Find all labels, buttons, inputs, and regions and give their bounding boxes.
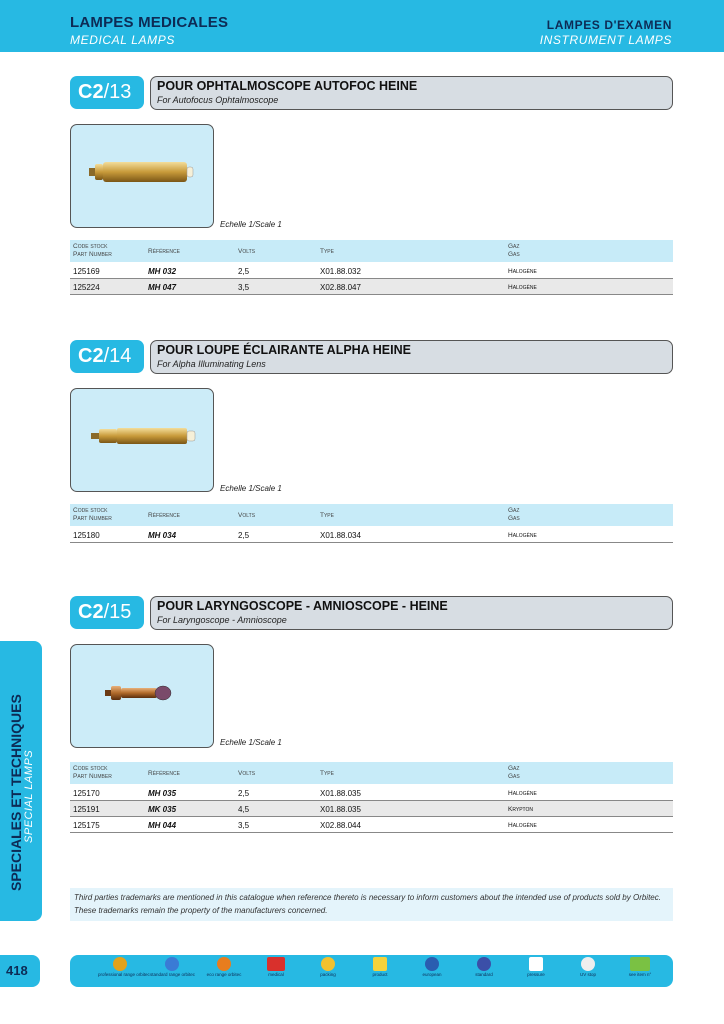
brilliance-icon [217,957,231,971]
uv-stop-icon [581,957,595,971]
lamp-bulb-icon [91,427,199,445]
section-title-box [150,340,673,374]
medical-icon [321,957,335,971]
legend-item: pressure [514,957,558,977]
standard-icon [477,957,491,971]
lamp-bulb-icon [89,159,197,185]
legend-item: professional range orbitec [98,957,142,977]
legend-item: UV stop [566,957,610,977]
legend-item: packing [306,957,350,977]
lamp-bulb-icon [105,683,175,703]
table-header: Code stock Part Number Référence Volts Type Gaz Gas [70,240,673,262]
section-badge: C2/13 [70,76,144,109]
section-title: POUR LARYNGOSCOPE - AMNIOSCOPE - HEINE [157,599,448,613]
section-title-box [150,76,673,110]
european-icon [425,957,439,971]
table-row: 125224 MH 047 3,5 X02.88.047 Halogène [70,279,673,295]
product-photo [70,388,214,492]
footer-legend [70,955,673,987]
side-tab-subtitle: SPECIAL LAMPS [23,749,35,843]
legend-item: product [358,957,402,977]
category-side-tab [0,641,42,921]
section-subtitle: For Alpha Illuminating Lens [157,359,266,369]
table-row: 125180 MH 034 2,5 X01.88.034 Halogène [70,527,673,543]
table-row: 125169 MH 032 2,5 X01.88.032 Halogène [70,263,673,279]
section-badge: C2/15 [70,596,144,629]
ab-icon [630,957,650,971]
header-left-subtitle: MEDICAL LAMPS [70,33,175,47]
table-header: Code stock Part Number Référence Volts Type Gaz Gas [70,762,673,784]
blue-line-icon [165,957,179,971]
table-row: 125175 MH 044 3,5 X02.88.044 Halogène [70,817,673,833]
product-photo [70,644,214,748]
pressure-icon [529,957,543,971]
page-number: 418 [6,963,28,978]
header-left-title: LAMPES MEDICALES [70,14,229,31]
page-number-tab [0,955,40,987]
section-subtitle: For Autofocus Ophtalmoscope [157,95,279,105]
trademark-disclaimer: Third parties trademarks are mentioned in this catalogue when reference thereto is necessary to inform customers about the intended use of products sold by Orbitec. These trademarks remain the property of the manufacturers concerned. [70,888,673,921]
legend-item: eco range orbitec [202,957,246,977]
scale-label: Echelle 1/Scale 1 [220,738,282,747]
scale-label: Echelle 1/Scale 1 [220,220,282,229]
section-title: POUR LOUPE ÉCLAIRANTE ALPHA HEINE [157,343,411,357]
section-title: POUR OPHTALMOSCOPE AUTOFOC HEINE [157,79,418,93]
legend-item: european [410,957,454,977]
page-header [0,0,724,52]
legend-item: medical [254,957,298,977]
section-title-box [150,596,673,630]
legend-item: standard [462,957,506,977]
legend-item: see item n° [618,957,662,977]
table-header: Code stock Part Number Référence Volts Type Gaz Gas [70,504,673,526]
side-tab-title: SPECIALES ET TECHNIQUES [8,694,24,891]
header-right-title: LAMPES D'EXAMEN [546,18,672,32]
scale-label: Echelle 1/Scale 1 [220,484,282,493]
legend-item: standard range orbitec [150,957,194,977]
product-photo [70,124,214,228]
eco-range-icon [267,957,285,971]
section-subtitle: For Laryngoscope - Amnioscope [157,615,287,625]
section-badge: C2/14 [70,340,144,373]
table-row: 125191 MK 035 4,5 X01.88.035 Krypton [70,801,673,817]
table-row: 125170 MH 035 2,5 X01.88.035 Halogène [70,785,673,801]
header-right-subtitle: INSTRUMENT LAMPS [539,33,672,47]
packing-icon [373,957,387,971]
stock-icon [113,957,127,971]
